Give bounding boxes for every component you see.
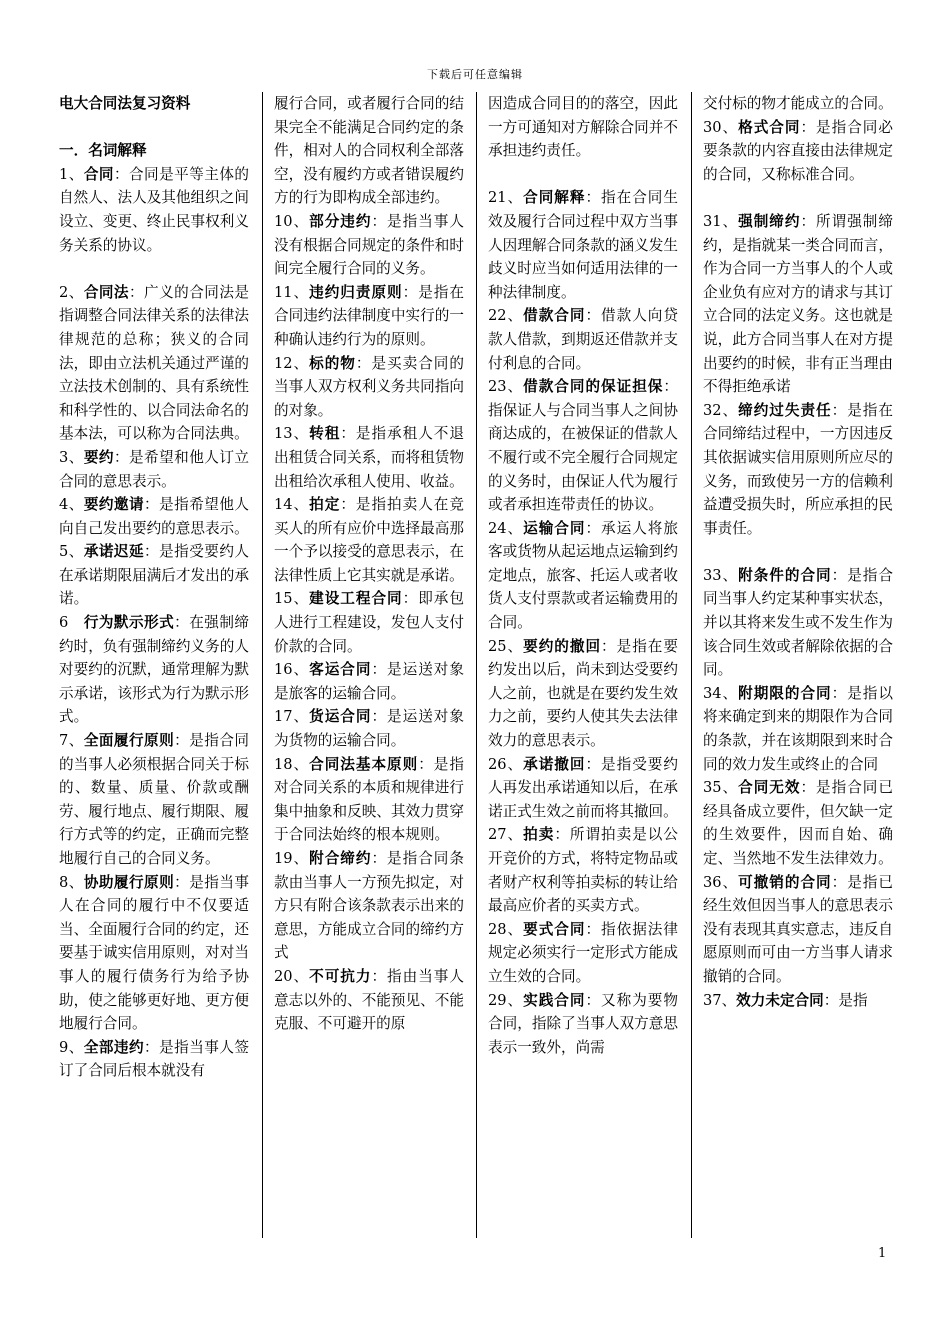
definition-entry [274,352,464,423]
entry-term: 要约的撤回 [523,637,602,655]
page-number: 1 [878,1246,887,1261]
page-header: 下载后可任意编辑 [427,68,523,81]
column-1 [59,92,249,1083]
definition-entry [703,564,893,682]
entry-definition: ：所谓强制缔约，是指就某一类合同而言，作为合同一方当事人的个人或企业负有应对方的请求与其订立合同的法定义务。这也就是说，此方合同当事人在对方提出要约的时候，非有正当理由不得拒绝承诺 [703,212,893,396]
entry-definition: ：是指合同已经具备成立要件，但欠缺一定的生效要件，因而自始、确定、当然地不发生法律效力。 [703,779,893,867]
definition-entry [488,375,678,517]
definition-entry [59,446,249,493]
definition-entry [59,611,249,729]
definition-entry [274,753,464,847]
entry-definition: ：是指在合同违约法律制度中实行的一种确认违约行为的原则。 [274,283,464,348]
entry-definition: 履行合同，或者履行合同的结果完全不能满足合同约定的条件，相对人的合同权利全部落空，没有履约方或者错误履约方的行为即构成全部违约。 [274,95,464,207]
continued-text: 因造成合同目的的落空，因此一方可通知对方解除合同并不承担违约责任。 [488,95,678,160]
entry-number: 27、 [488,826,524,844]
entry-term: 承诺撤回 [523,755,586,773]
definition-entry [59,163,249,257]
definition-entry [274,847,464,965]
entry-number: 13、 [274,425,310,443]
section-title: 一．名词解释 [59,142,147,160]
entry-term: 合同无效 [738,779,801,797]
definition-entry [488,186,678,304]
entry-list [703,116,893,1013]
definition-entry [488,989,678,1060]
entry-number: 4、 [59,496,84,514]
definition-entry [59,729,249,871]
entry-definition: ：指在合同生效及履行合同过程中双方当事人因理解合同条款的涵义发生歧义时应当如何适用法律的一种法律制度。 [488,189,678,301]
entry-term: 要约 [83,448,114,466]
entry-term: 建设工程合同 [309,590,403,608]
entry-term: 借款合同 [523,307,586,325]
entry-term: 效力未定合同 [736,991,824,1009]
entry-term: 格式合同 [738,118,801,136]
entry-number: 11、 [274,283,310,301]
entry-number: 22、 [488,307,524,325]
entry-definition: ：是指在合同缔结过程中，一方因违反其依据诚实信用原则所应尽的义务，而致使另一方的信赖利益遭受损失时，所应承担的民事责任。 [703,401,893,537]
entry-definition: ：所谓拍卖是以公开竞价的方式，将特定物品或者财产权利等拍卖标的转让给最高应价者的买卖方式。 [488,826,678,915]
entry-definition: ：是指当事人签订了合同后根本就没有 [59,1038,249,1080]
entry-list [274,92,464,1036]
entry-number: 18、 [274,755,310,773]
entry-definition: ：借款人向贷款人借款，到期返还借款并支付利息的合同。 [488,307,678,372]
entry-number: 36、 [703,873,739,891]
entry-number: 12、 [274,354,310,372]
entry-term: 借款合同的保证担保 [523,378,664,396]
definition-entry [703,776,893,870]
entry-term: 附期限的合同 [738,684,832,702]
entry-term: 强制缔约 [738,212,801,230]
definition-entry [488,304,678,375]
entry-number: 5、 [59,543,84,561]
entry-definition: ：在强制缔约时，负有强制缔约义务的人对要约的沉默，通常理解为默示承诺，该形式为行为默示形式。 [59,614,249,726]
entry-number: 30、 [703,118,739,136]
entry-number: 26、 [488,755,524,773]
entry-term: 合同法 [83,283,129,301]
entry-number: 10、 [274,212,310,230]
entry-term: 拍卖 [523,826,555,844]
entry-term: 运输合同 [523,519,586,537]
definition-entry [703,682,893,776]
entry-term: 附合缔约 [309,850,372,867]
entry-term: 可撤销的合同 [738,873,832,891]
document-title: 电大合同法复习资料 [59,95,191,112]
definition-entry [59,493,249,540]
entry-number: 21、 [488,189,524,207]
entry-number: 9、 [59,1038,84,1056]
entry-list [59,163,249,1083]
entry-definition: ：指由当事人意志以外的、不能预见、不能克服、不可避开的原 [274,967,464,1033]
entry-number: 14、 [274,496,310,514]
entry-number: 15、 [274,590,310,608]
definition-entry [703,871,893,989]
definition-entry [488,517,678,635]
entry-number: 1、 [59,165,84,183]
entry-number: 35、 [703,779,739,797]
entry-term: 行为默示形式 [83,614,175,632]
entry-definition: ：是指希望他人向自己发出要约的意思表示。 [59,496,249,537]
entry-definition: ：是运送对象为货物的运输合同。 [274,708,464,750]
entry-definition: ：是买卖合同的当事人双方权利义务共同指向的对象。 [274,354,464,419]
entry-number: 7、 [59,732,84,750]
definition-entry [703,399,893,541]
entry-number: 29、 [488,991,524,1009]
entry-term: 全面履行原则 [83,732,175,750]
definition-entry [59,1036,249,1083]
entry-definition: ：指保证人与合同当事人之间协商达成的，在被保证的借款人不履行或不完全履行合同规定的义务时，由保证人代为履行或者承担连带责任的协议。 [488,378,678,514]
entry-definition: ：是指以将来确定到来的期限作为合同的条款，并在该期限到来时合同的效力发生或终止的合同 [703,684,893,773]
column-divider [476,92,477,1238]
entry-number: 31、 [703,212,739,230]
entry-definition: ：是指拍卖人在竞买人的所有应价中选择最高那一个予以接受的意思表示，在法律性质上它其实就是承诺。 [274,496,464,584]
entry-definition: ：是指已经生效但因当事人的意思表示没有表现其真实意志，违反自愿原则而可由一方当事人请求撤销的合同。 [703,873,893,985]
entry-number: 32、 [703,401,739,419]
definition-entry [703,989,893,1013]
entry-number: 20、 [274,967,310,985]
entry-number: 17、 [274,708,310,726]
definition-entry [274,965,464,1036]
definition-entry [488,823,678,917]
entry-term: 全部违约 [83,1038,145,1056]
entry-term: 承诺迟延 [83,543,145,561]
entry-term: 实践合同 [523,991,586,1009]
entry-definition: ：承运人将旅客或货物从起运地点运输到约定地点，旅客、托运人或者收货人支付票款或者运输费用的合同。 [488,519,678,632]
column-divider [691,92,692,1238]
entry-term: 协助履行原则 [83,873,175,891]
entry-number: 2、 [59,283,84,301]
entry-number: 34、 [703,684,739,702]
entry-definition: ：是指当事人在合同的履行中不仅要适当、全面履行合同的约定，还要基于诚实信用原则，对对当事人的履行债务行为给予协助，使之能够更好地、更方便地履行合同。 [59,873,249,1033]
entry-number: 25、 [488,637,524,655]
entry-list [488,186,678,1059]
entry-term: 转租 [309,425,341,443]
entry-term: 合同法基本原则 [309,755,419,773]
entry-definition: ：广义的合同法是指调整合同法律关系的法律法律规范的总称；狭义的合同法，即由立法机关通过严谨的立法技术创制的、具有系统性和科学性的、以合同法命名的基本法，可以称为合同法典。 [59,283,249,443]
entry-number: 33、 [703,566,739,584]
entry-number: 6 [59,614,84,632]
entry-number: 23、 [488,378,524,396]
entry-term: 合同解释 [523,189,586,207]
entry-definition: ：合同是平等主体的自然人、法人及其他组织之间设立、变更、终止民事权利义务关系的协议。 [59,165,249,254]
entry-definition: ：是希望和他人订立合同的意思表示。 [59,448,249,490]
column-divider [262,92,263,1238]
definition-entry [274,92,464,210]
entry-number: 28、 [488,920,524,938]
continued-text: 交付标的物才能成立的合同。 [703,95,893,112]
entry-definition: ：是指承租人不退出租赁合同关系，而将租赁物出租给次承租人使用、收益。 [274,425,464,490]
entry-definition: ：是指合同必要条款的内容直接由法律规定的合同，又称标准合同。 [703,118,893,183]
entry-term: 不可抗力 [309,967,372,985]
entry-definition: ：又称为要物合同，指除了当事人双方意思表示一致外，尚需 [488,991,678,1056]
entry-definition: ：是指受要约人在承诺期限届满后才发出的承诺。 [59,543,249,608]
definition-entry [488,918,678,989]
entry-number: 19、 [274,850,310,867]
definition-entry [274,658,464,705]
entry-definition: ：是指对合同关系的本质和规律进行集中抽象和反映、其效力贯穿于合同法始终的根本规则。 [274,755,464,844]
entry-term: 货运合同 [309,708,372,726]
definition-entry [488,635,678,753]
entry-term: 要式合同 [523,920,586,938]
definition-entry [274,281,464,352]
entry-term: 缔约过失责任 [738,401,832,419]
entry-term: 拍定 [309,496,341,514]
definition-entry [59,281,249,446]
entry-term: 部分违约 [309,212,372,230]
definition-entry [274,705,464,752]
entry-definition: ：即承包人进行工程建设，发包人支付价款的合同。 [274,590,464,655]
entry-definition: ：是指合同当事人约定某种事实状态，并以其将来发生或不发生作为该合同生效或者解除依据的合同。 [703,566,893,679]
definition-entry [274,422,464,493]
entry-term: 要约邀请 [83,496,145,514]
column-2 [274,92,464,1036]
entry-term: 标的物 [309,354,356,372]
definition-entry [274,493,464,587]
definition-entry [488,753,678,824]
entry-term: 合同 [83,165,114,183]
entry-definition: ：是指 [823,991,868,1009]
definition-entry [59,871,249,1036]
column-3 [488,92,678,1059]
definition-entry [274,210,464,281]
entry-number: 24、 [488,519,524,537]
definition-entry [274,587,464,658]
entry-definition: ：是指在要约发出以后，尚未到达受要约人之前，也就是在要约发生效力之前，要约人使其失去法律效力的意思表示。 [488,637,678,750]
entry-number: 8、 [59,873,84,891]
entry-definition: ：是指合同条款由当事人一方预先拟定，对方只有附合该条款表示出来的意思，方能成立合同的缔约方式 [274,850,464,962]
entry-term: 客运合同 [309,661,372,679]
entry-number: 3、 [59,448,84,466]
definition-entry [59,540,249,611]
entry-definition: ：是指当事人没有根据合同规定的条件和时间完全履行合同的义务。 [274,212,464,278]
definition-entry [703,116,893,187]
entry-definition: ：是指合同的当事人必须根据合同关于标的、数量、质量、价款或酬劳、履行地点、履行期限、履行方式等的约定，正确而完整地履行自己的合同义务。 [59,732,249,867]
entry-definition: ：是运送对象是旅客的运输合同。 [274,661,464,702]
definition-entry [703,210,893,399]
entry-definition: ：是指受要约人再发出承诺通知以后，在承诺正式生效之前而将其撤回。 [488,755,678,820]
column-4 [703,92,893,1012]
entry-definition: ：指依据法律规定必须实行一定形式方能成立生效的合同。 [488,920,678,985]
entry-number: 37、 [703,991,737,1009]
entry-number: 16、 [274,661,310,679]
entry-term: 附条件的合同 [738,566,832,584]
entry-term: 违约归责原则 [309,283,403,301]
